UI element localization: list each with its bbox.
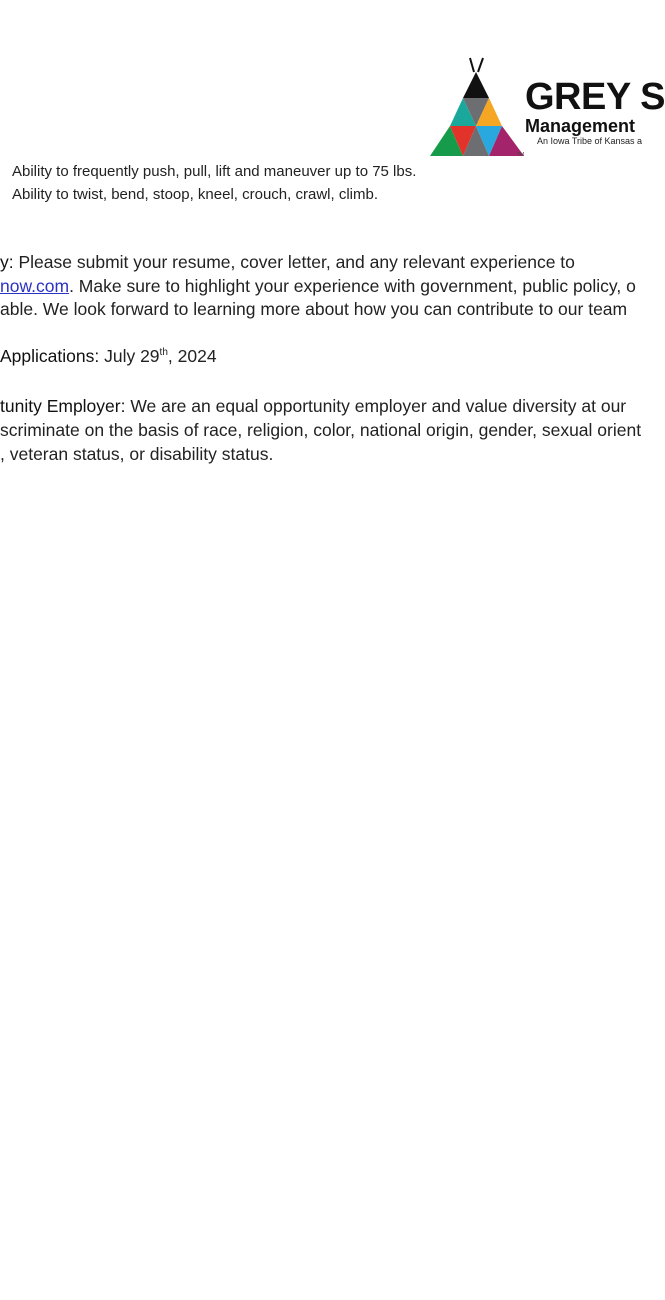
deadline-year: , 2024 bbox=[167, 346, 217, 366]
deadline-date: July 29 bbox=[99, 346, 160, 366]
eeo-line-1 bbox=[0, 395, 626, 417]
eeo-text-1: We are an equal opportunity employer and value diversity at our bbox=[125, 396, 627, 416]
deadline-line bbox=[0, 345, 217, 367]
email-link[interactable]: now.com bbox=[0, 276, 70, 296]
trademark-mark: TM bbox=[517, 152, 525, 158]
tipi-pole-right bbox=[478, 58, 483, 72]
brand-tagline: An Iowa Tribe of Kansas a bbox=[537, 136, 643, 146]
brand-name: GREY S bbox=[525, 76, 665, 118]
triangle-black bbox=[463, 72, 489, 98]
tipi-pole-left bbox=[470, 58, 474, 72]
eeo-line-2 bbox=[0, 419, 641, 441]
eeo-label: tunity Employer: bbox=[0, 396, 126, 416]
brand-text bbox=[525, 78, 665, 146]
apply-paragraph-line-3 bbox=[0, 298, 627, 320]
apply-text-3: able. We look forward to learning more about how you can contribute to our team bbox=[0, 299, 628, 319]
eeo-text-2: scriminate on the basis of race, religion, color, national origin, gender, sexual orient bbox=[0, 420, 642, 440]
requirement-item: Ability to twist, bend, stoop, kneel, crouch, crawl, climb. bbox=[12, 186, 378, 203]
requirement-item: Ability to frequently push, pull, lift and maneuver up to 75 lbs. bbox=[12, 163, 417, 180]
apply-label: y: bbox=[0, 252, 14, 272]
apply-paragraph-line-1 bbox=[0, 251, 575, 273]
apply-text-2: . Make sure to highlight your experience with government, public policy, o bbox=[69, 276, 636, 296]
company-logo bbox=[428, 58, 665, 162]
eeo-text-3: , veteran status, or disability status. bbox=[0, 444, 274, 464]
deadline-date-suffix: th bbox=[159, 347, 168, 359]
deadline-label: Applications: bbox=[0, 346, 100, 366]
brand-subtitle: Management bbox=[525, 116, 636, 136]
tipi-triangle-icon bbox=[428, 58, 528, 162]
eeo-line-3 bbox=[0, 443, 273, 465]
apply-paragraph-line-2 bbox=[0, 275, 636, 297]
apply-text-1: Please submit your resume, cover letter, and any relevant experience to bbox=[13, 252, 575, 272]
